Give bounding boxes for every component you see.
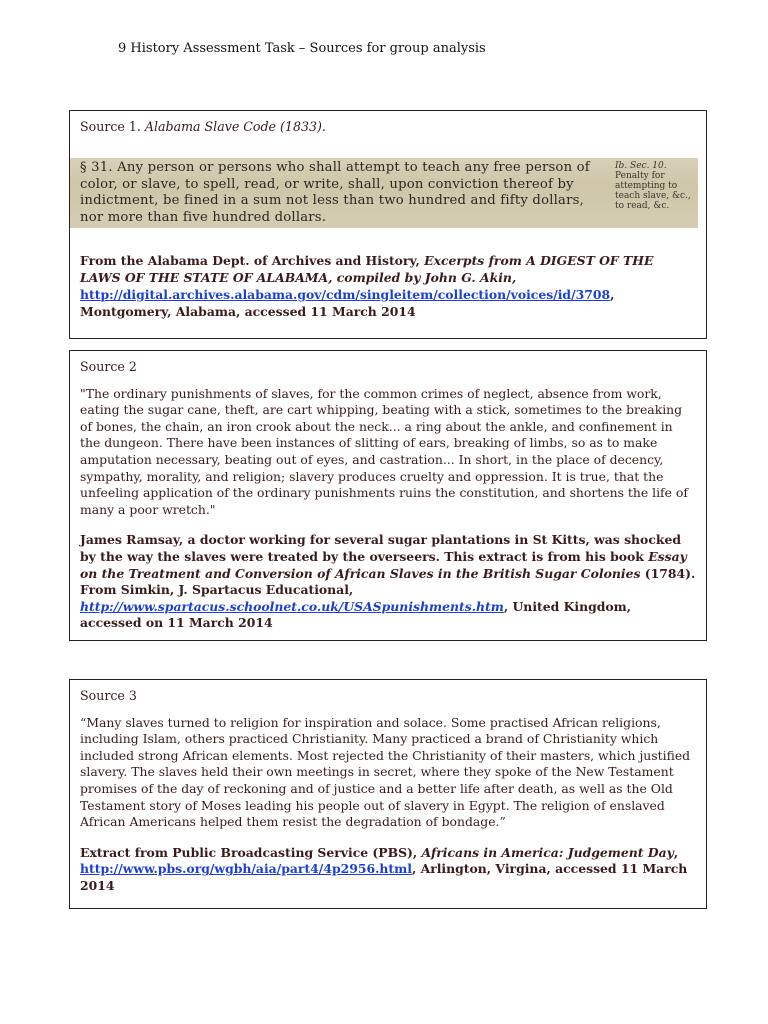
source-3-url-link[interactable]: http://www.pbs.org/wgbh/aia/part4/4p2956.html [80,861,412,877]
source-2-cite-start: James Ramsay, a doctor working for several sugar plantations in St Kitts, was shocked by the way the slaves were treated by the overseers. This extract is from his book [80,532,681,564]
source-1-scanned-excerpt [70,158,698,228]
source-3-cite-start: Extract from Public Broadcasting Service (PBS), [80,844,418,860]
source-3-cite-italic: Africans in America: Judgement Day [421,844,674,860]
source-1-cite-end: Montgomery, Alabama, accessed 11 March 2014 [80,304,416,319]
source-2-citation [80,532,696,632]
page-title: 9 History Assessment Task – Sources for group analysis [118,41,486,56]
source-3-quote: “Many slaves turned to religion for inspiration and solace. Some practised African religions, including Islam, others practiced Christianity. Many practiced a brand of Christianity which included strong African elements. Most rejected the Christianity of their masters, which justified slavery. The slaves held their own meetings in secret, where they spoke of the New Testament promises of the day of reckoning and of justice and a better life after death, as well as the Old Testament story of Moses leading his people out of slavery in Egypt. The religion of enslaved African Americans helped them resist the degradation of bondage.” [80,714,691,830]
scan-margin-text: Penalty for attempting to teach slave, &c., to read, &c. [615,171,691,211]
source-3-label: Source 3 [80,688,137,703]
source-2-url-link[interactable]: http://www.spartacus.schoolnet.co.uk/USASpunishments.htm [80,598,504,614]
source-1-url-link[interactable]: http://digital.archives.alabama.gov/cdm/singleitem/collection/voices/id/3708 [80,287,611,302]
source-2-quote: "The ordinary punishments of slaves, for the common crimes of neglect, absence from work, eating the sugar cane, theft, are cart whipping, beating with a stick, sometimes to the breaking of bones, the chain, an iron crook about the neck... a ring about the ankle, and confinement in the dungeon. There have been instances of slitting of ears, breaking of limbs, so as to make amputation necessary, beating out of eyes, and castration... In short, in the place of decency, sympathy, morality, and religion; slavery produces cruelty and oppression. It is true, that the unfeeling application of the ordinary punishments ruins the constitution, and shortens the life of many a poor wretch." [80,385,688,517]
source-2-cite-italic: Essay on the Treatment and Conversion of African Slaves in the British Sugar Colonies [80,548,687,581]
source-3-citation [80,845,696,895]
source-3-cite-comma: , [673,844,679,860]
source-1-label: Source 1. [80,119,141,134]
source-2-cite-mid: (1784). From Simkin, J. Spartacus Educational, [80,565,696,598]
scan-margin-note [615,161,695,211]
source-3-box [69,679,707,909]
source-1-title-italic: Alabama Slave Code (1833). [144,119,326,134]
source-2-box [69,350,707,641]
source-1-title [80,119,696,136]
source-1-citation: From the Alabama Dept. of Archives and History, Excerpts from A DIGEST OF THE LAWS OF THE STATE OF ALABAMA, compiled by John G. Akin, http://digital.archives.alabama.gov/cdm/singleitem/collection/voices/id/3708, Montgomery, Alabama, accessed 11 March 2014 [80,253,654,319]
source-1-cite-start: From the Alabama Dept. of Archives and History, [80,253,420,268]
scan-margin-section: Ib. Sec. 10. [615,161,667,171]
source-2-cite-end: , United Kingdom, accessed on 11 March 2014 [80,598,632,631]
source-2-label: Source 2 [80,359,137,374]
scan-excerpt-text: § 31. Any person or persons who shall attempt to teach any free person of color, or slave, to spell, read, or write, shall, upon conviction thereof by indictment, be fined in a sum not less than two hundred and fifty dollars, nor more than five hundred dollars. [80,160,590,225]
source-1-cite-italic: Excerpts from A DIGEST OF THE LAWS OF THE STATE OF ALABAMA, compiled by John G. Akin, [80,253,654,285]
source-3-cite-end: , Arlington, Virgina, accessed 11 March 2014 [80,861,688,893]
